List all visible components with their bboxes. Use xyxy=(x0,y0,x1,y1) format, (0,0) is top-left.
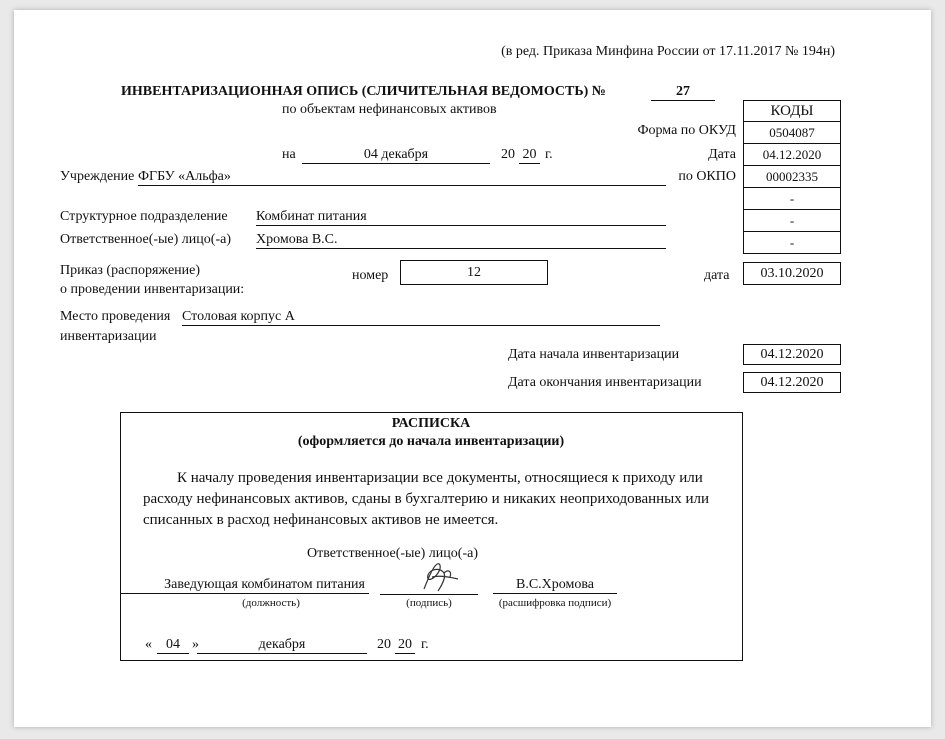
quote-open: « xyxy=(145,637,152,652)
institution-value: ФГБУ «Альфа» xyxy=(138,169,666,186)
responsible-label: Ответственное(-ые) лицо(-а) xyxy=(60,232,231,247)
place-value: Столовая корпус А xyxy=(182,309,660,326)
year-suffix: 20 xyxy=(519,147,540,164)
edition-note: (в ред. Приказа Минфина России от 17.11.2017 № 194н) xyxy=(501,44,835,59)
order-label-line2: о проведении инвентаризации: xyxy=(60,282,245,297)
place-label-line1: Место проведения xyxy=(60,309,171,324)
okpo-label: по ОКПО xyxy=(678,169,736,184)
receipt-decoding: В.С.Хромова xyxy=(493,577,617,594)
codes-heading: КОДЫ xyxy=(744,101,841,122)
order-label-line1: Приказ (распоряжение) xyxy=(60,263,201,278)
receipt-year-prefix: 20 xyxy=(377,637,391,652)
document-number: 27 xyxy=(651,84,715,101)
quote-close: » xyxy=(192,637,199,652)
code-row-5: - xyxy=(744,210,841,232)
date-code: 04.12.2020 xyxy=(744,144,841,166)
code-row-6: - xyxy=(744,232,841,254)
signature-caption: (подпись) xyxy=(406,597,452,609)
institution-label: Учреждение xyxy=(60,169,135,184)
okud-label: Форма по ОКУД xyxy=(637,123,736,138)
receipt-month: декабря xyxy=(197,637,367,654)
division-value: Комбинат питания xyxy=(256,209,666,226)
responsible-value: Хромова В.С. xyxy=(256,232,666,249)
receipt-day: 04 xyxy=(157,637,189,654)
division-label: Структурное подразделение xyxy=(60,209,228,224)
order-number: 12 xyxy=(400,260,548,285)
position-caption: (должность) xyxy=(242,597,300,609)
document-sheet xyxy=(14,10,931,727)
receipt-subtitle: (оформляется до начала инвентаризации) xyxy=(297,434,565,449)
okud-code: 0504087 xyxy=(744,122,841,144)
order-date: 03.10.2020 xyxy=(743,262,841,285)
document-subtitle: по объектам нефинансовых активов xyxy=(282,102,497,117)
okpo-code: 00002335 xyxy=(744,166,841,188)
document-title: ИНВЕНТАРИЗАЦИОННАЯ ОПИСЬ (СЛИЧИТЕЛЬНАЯ ВЕДОМОСТЬ) № xyxy=(121,84,606,99)
receipt-box xyxy=(120,412,743,661)
end-date-label: Дата окончания инвентаризации xyxy=(508,375,702,390)
receipt-text: К началу проведения инвентаризации все документы, относящиеся к приходу или расходу нефинансовых активов, сданы в бухгалтерию и никаких неоприходованных или списанных в расход нефинансовых активов не имеется. xyxy=(143,470,710,528)
year-prefix: 20 xyxy=(501,147,515,162)
receipt-title: РАСПИСКА xyxy=(391,416,471,431)
receipt-responsible-label: Ответственное(-ые) лицо(-а) xyxy=(307,546,478,561)
start-date-label: Дата начала инвентаризации xyxy=(508,347,680,362)
handwritten-signature xyxy=(380,561,478,595)
codes-table xyxy=(743,100,841,254)
end-date: 04.12.2020 xyxy=(743,372,841,393)
order-date-label: дата xyxy=(704,268,730,283)
date-code-label: Дата xyxy=(708,147,736,162)
code-row-4: - xyxy=(744,188,841,210)
date-na-label: на xyxy=(282,147,296,162)
decoding-caption: (расшифровка подписи) xyxy=(498,597,612,609)
receipt-year-unit: г. xyxy=(421,637,429,652)
receipt-position: Заведующая комбинатом питания xyxy=(121,577,369,594)
signature-line xyxy=(380,577,478,595)
place-label-line2: инвентаризации xyxy=(60,329,157,344)
document-date: 04 декабря xyxy=(302,147,490,164)
year-unit: г. xyxy=(545,147,553,162)
receipt-year-suffix: 20 xyxy=(395,637,415,654)
start-date: 04.12.2020 xyxy=(743,344,841,365)
order-number-label: номер xyxy=(352,268,389,283)
